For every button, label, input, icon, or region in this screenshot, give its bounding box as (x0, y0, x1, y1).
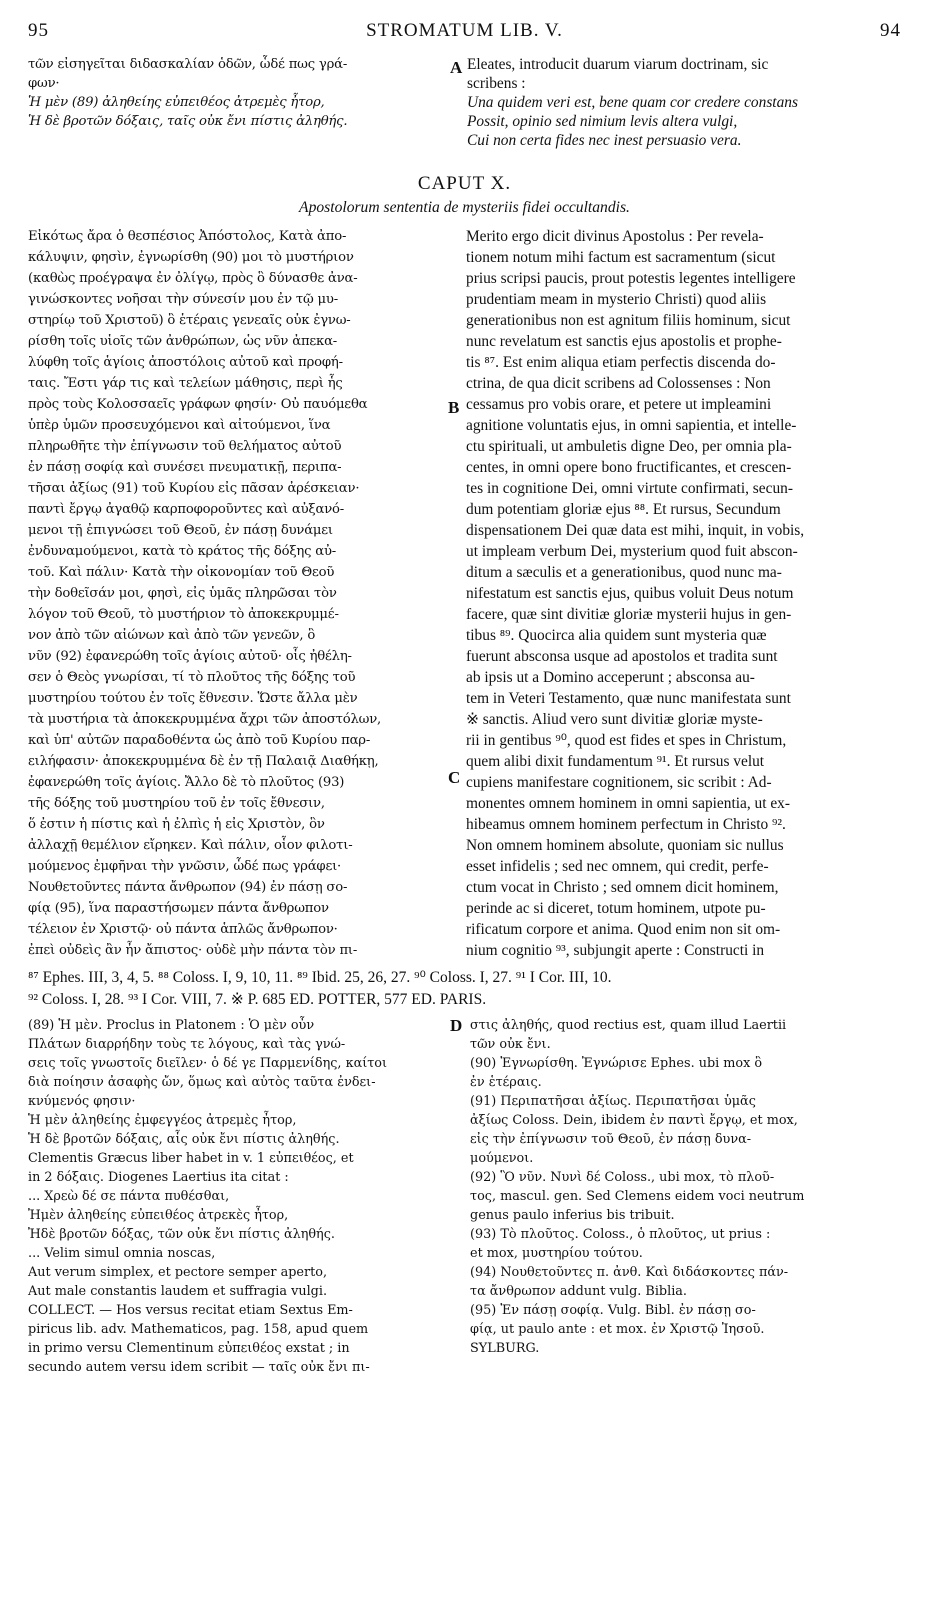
main-latin-column (466, 226, 906, 961)
chapter-title: CAPUT X. (417, 173, 512, 194)
note-line: Πλάτων διαρρήδην τοὺς τε λόγους, καὶ τὰς γνώ- (28, 1037, 346, 1052)
note-line: τος, mascul. gen. Sed Clemens eidem voci neutrum (470, 1189, 805, 1204)
top-greek (28, 55, 448, 131)
reference-line: ⁹² Coloss. I, 28. ⁹³ I Cor. VIII, 7. ※ P. 685 ED. POTTER, 577 ED. PARIS. (28, 991, 487, 1008)
greek-text-line: Νουθετοῦντες πάντα ἄνθρωπον (94) ἐν πάσῃ σο- (28, 880, 348, 895)
greek-text-line: φίᾳ (95), ἵνα παραστήσωμεν πάντα ἄνθρωπον (28, 901, 329, 916)
greek-text-line: τοῦ. Καὶ πάλιν· Κατὰ τὴν οἰκονομίαν τοῦ Θεοῦ (28, 565, 335, 580)
greek-text-line: τῶν εἰσηγεῖται διδασκαλίαν ὁδῶν, ὧδέ πως γρά- (28, 57, 348, 72)
latin-text-line: hibeamus omnem hominem perfectum in Christo ⁹². (466, 816, 786, 833)
latin-text-line: dispensationem Dei quæ data est mihi, inquit, in vobis, (466, 522, 805, 539)
note-line: στις ἀληθής, quod rectius est, quam illud Laertii (470, 1018, 787, 1033)
latin-text-line: Eleates, introducit duarum viarum doctrinam, sic (467, 56, 769, 73)
greek-text-line: γινώσκοντες νοῆσαι τὴν σύνεσίν μου ἐν τῷ μυ- (28, 292, 338, 307)
latin-text-line: tes in cognitione Dei, omni virtute confirmati, secun- (466, 480, 793, 497)
note-line: (91) Περιπατῆσαι ἀξίως. Περιπατῆσαι ὑμᾶς (470, 1094, 756, 1109)
greek-text-line: ὅ ἐστιν ἡ πίστις καὶ ἡ ἐλπὶς ἡ εἰς Χριστὸν, ὃν (28, 817, 325, 832)
latin-text-line: ※ sanctis. Aliud vero sunt divitiæ gloriæ myste- (466, 711, 763, 728)
note-line: COLLECT. — Hos versus recitat etiam Sextus Em- (28, 1303, 353, 1318)
note-line: in 2 δόξαις. Diogenes Laertius ita citat : (28, 1170, 289, 1185)
note-line: ἀξίως Coloss. Dein, ibidem ἐν παντὶ ἔργῳ, et mox, (470, 1113, 798, 1128)
margin-letter-b: B (448, 398, 460, 417)
note-line: (94) Νουθετοῦντες π. ἀνθ. Καὶ διδάσκοντες πάν- (470, 1265, 789, 1280)
note-line: τῶν οὐκ ἔνι. (470, 1037, 551, 1052)
greek-text-line: πρὸς τοὺς Κολοσσαεῖς γράφων φησίν· Οὐ παυόμεθα (28, 397, 368, 412)
greek-text-line: σεν ὁ Θεὸς γνωρίσαι, τί τὸ πλοῦτος τῆς δόξης τοῦ (28, 670, 356, 685)
latin-text-line: ut impleam verbum Dei, mysterium quod fuit abscon- (466, 543, 798, 560)
notes-left-column (28, 1016, 458, 1377)
latin-text-line: nifestatum est sanctis ejus, quibus voluit Deus notum (466, 585, 794, 602)
chapter-subtitle: Apostolorum sententia de mysteriis fidei occultandis. (299, 199, 630, 216)
note-line: Clementis Græcus liber habet in v. 1 εὐπειθέος, et (28, 1151, 354, 1166)
note-line: (92) Ὃ νῦν. Νυνὶ δέ Coloss., ubi mox, τὸ πλοῦ- (470, 1170, 775, 1185)
top-latin (467, 55, 907, 150)
greek-text-line: τῆς δόξης τοῦ μυστηρίου τοῦ ἐν τοῖς ἔθνεσιν, (28, 796, 325, 811)
note-line: genus paulo inferius bis tribuit. (470, 1208, 675, 1223)
greek-text-line: μούμενος ἐμφῆναι τὴν γνῶσιν, ὧδέ πως γράφει· (28, 859, 342, 874)
note-line: in primo versu Clementinum εὐπειθέος exstat ; in (28, 1341, 350, 1356)
notes-right-column (470, 1016, 906, 1358)
latin-verse-line: Cui non certa fides nec inest persuasio vera. (467, 132, 742, 149)
note-line: Ἡ μὲν ἀληθείης ἐμφεγγέος ἀτρεμὲς ἦτορ, (28, 1113, 297, 1128)
note-line: Ἠμὲν ἀληθείης εὐπειθέος ἀτρεκὲς ἦτορ, (28, 1208, 289, 1223)
greek-text-line: παντὶ ἔργῳ ἀγαθῷ καρποφοροῦντες καὶ αὐξανό- (28, 502, 345, 517)
greek-text-line: ταις. Ἔστι γάρ τις καὶ τελείων μάθησις, περὶ ἧς (28, 376, 343, 391)
latin-text-line: quem alibi dixit fundamentum ⁹¹. Et rursus velut (466, 753, 765, 770)
latin-text-line: ctum vocat in Christo ; sed omnem dicit hominem, (466, 879, 779, 896)
greek-text-line: ρίσθη τοῖς υἱοῖς τῶν ἀνθρώπων, ὡς νῦν ἀπεκα- (28, 334, 338, 349)
note-line: (95) Ἐν πάσῃ σοφίᾳ. Vulg. Bibl. ἐν πάσῃ σο- (470, 1303, 756, 1318)
latin-text-line: prudentiam meam in mysterio Christi) quod aliis (466, 291, 767, 308)
greek-verse-line: Ἡ δὲ βροτῶν δόξαις, ταῖς οὐκ ἔνι πίστις ἀληθής. (28, 114, 348, 129)
note-line: (90) Ἐγνωρίσθη. Ἐγνώρισε Ephes. ubi mox ὃ (470, 1056, 763, 1071)
note-line: (93) Τὸ πλοῦτος. Coloss., ὁ πλοῦτος, ut prius : (470, 1227, 771, 1242)
latin-text-line: rii in gentibus ⁹⁰, quod est fides et spes in Christum, (466, 732, 787, 749)
latin-text-line: ditum a sæculis et a generationibus, quod nunc ma- (466, 564, 782, 581)
greek-text-line: τῆσαι ἀξίως (91) τοῦ Κυρίου εἰς πᾶσαν ἀρέσκειαν· (28, 481, 360, 496)
right-page-number: 94 (880, 20, 901, 41)
latin-text-line: generationibus non est agnitum filiis hominum, sicut (466, 312, 791, 329)
note-line: ... Χρεὼ δέ σε πάντα πυθέσθαι, (28, 1189, 230, 1204)
greek-text-line: ἐν πάσῃ σοφίᾳ καὶ συνέσει πνευματικῇ, περιπα- (28, 460, 342, 475)
greek-text-line: στηρίῳ τοῦ Χριστοῦ) ὃ ἑτέραις γενεαῖς οὐκ ἐγνω- (28, 313, 351, 328)
page-header (28, 18, 901, 48)
greek-text-line: ειλήφασιν· ἀποκεκρυμμένα δὲ ἐν τῇ Παλαιᾷ Διαθήκῃ, (28, 754, 379, 769)
note-line: Aut male constantis laudem et suffragia vulgi. (28, 1284, 328, 1299)
note-line: εἰς τὴν ἐπίγνωσιν τοῦ Θεοῦ, ἐν πάσῃ δυνα- (470, 1132, 752, 1147)
margin-letter-c: C (448, 768, 461, 787)
note-line: Ἠδὲ βροτῶν δόξας, τῶν οὐκ ἔνι πίστις ἀληθής. (28, 1227, 335, 1242)
latin-text-line: agnitione voluntatis ejus, in omni sapientia, et intelle- (466, 417, 797, 434)
greek-text-line: τὰ μυστήρια τὰ ἀποκεκρυμμένα ἄχρι τῶν ἀποστόλων, (28, 712, 382, 727)
main-greek-column (28, 226, 456, 961)
latin-text-line: nunc revelatum est sanctis ejus apostolis et prophe- (466, 333, 782, 350)
greek-text-line: φων· (28, 76, 60, 91)
greek-text-line: τὴν δοθεῖσάν μοι, φησὶ, εἰς ὑμᾶς πληρῶσαι τὸν (28, 586, 337, 601)
latin-verse-line: Possit, opinio sed nimium levis altera vulgi, (467, 113, 738, 130)
note-line: φίᾳ, ut paulo ante : et mox. ἐν Χριστῷ Ἰησοῦ. (470, 1322, 765, 1337)
scripture-references (28, 967, 901, 1011)
greek-text-line: λύφθη τοῖς ἁγίοις ἀποστόλοις αὐτοῦ καὶ προφή- (28, 355, 343, 370)
left-page-number: 95 (28, 20, 49, 41)
greek-text-line: ἐφανερώθη τοῖς ἁγίοις. Ἄλλο δὲ τὸ πλοῦτος (93) (28, 775, 345, 790)
note-line: μούμενοι. (470, 1151, 534, 1166)
latin-text-line: nium cognitio ⁹³, subjungit aperte : Constructi in (466, 942, 765, 959)
note-line: SYLBURG. (470, 1341, 540, 1356)
greek-text-line: μενοι τῇ ἐπιγνώσει τοῦ Θεοῦ, ἐν πάσῃ δυνάμει (28, 523, 333, 538)
note-line: ἐν ἑτέραις. (470, 1075, 542, 1090)
note-line: κνύμενός φησιν· (28, 1094, 136, 1109)
note-line: ... Velim simul omnia noscas, (28, 1246, 216, 1261)
greek-text-line: ἀλλαχῇ θεμέλιον εἴρηκεν. Καὶ πάλιν, οἷον φιλοτι- (28, 838, 353, 853)
greek-text-line: λόγον τοῦ Θεοῦ, τὸ μυστήριον τὸ ἀποκεκρυμμέ- (28, 607, 339, 622)
greek-text-line: Εἰκότως ἄρα ὁ θεσπέσιος Ἀπόστολος, Κατὰ ἀπο- (28, 229, 347, 244)
note-line: σεις τοῖς γνωστοῖς διεῖλεν· ὁ δέ γε Παρμενίδης, καίτοι (28, 1056, 388, 1071)
running-title: STROMATUM LIB. V. (366, 20, 563, 41)
greek-text-line: ἐπεὶ οὐδεὶς ἂν ἦν ἄπιστος· οὐδὲ μὴν πάντα τὸν πι- (28, 943, 358, 958)
greek-text-line: ὑπὲρ ὑμῶν προσευχόμενοι καὶ αἰτούμενοι, ἵνα (28, 418, 331, 433)
latin-text-line: Non omnem hominem absolute, quoniam sic nullus (466, 837, 784, 854)
note-line: (89) Ἡ μὲν. Proclus in Platonem : Ὁ μὲν οὖν (28, 1018, 315, 1033)
latin-text-line: scribens : (467, 75, 526, 92)
note-line: et mox, μυστηρίου τούτου. (470, 1246, 643, 1261)
note-line: piricus lib. adv. Mathematicos, pag. 158, apud quem (28, 1322, 369, 1337)
note-line: Aut verum simplex, et pectore semper aperto, (28, 1265, 328, 1280)
reference-line: ⁸⁷ Ephes. III, 3, 4, 5. ⁸⁸ Coloss. I, 9, 10, 11. ⁸⁹ Ibid. 25, 26, 27. ⁹⁰ Coloss. I, 27. ⁹¹ I Cor. III, 10. (28, 969, 612, 986)
margin-letter-d: D (450, 1016, 463, 1035)
greek-text-line: καὶ ὑπ' αὐτῶν παραδοθέντα ὡς ἀπὸ τοῦ Κυρίου παρ- (28, 733, 371, 748)
latin-text-line: tem in Veteri Testamento, quæ nunc manifestata sunt (466, 690, 791, 707)
margin-letter-a: A (450, 58, 463, 77)
latin-text-line: cessamus pro vobis orare, et petere ut impleamini (466, 396, 772, 413)
greek-text-line: νῦν (92) ἐφανερώθη τοῖς ἁγίοις αὐτοῦ· οἷς ἠθέλη- (28, 649, 352, 664)
greek-verse-line: Ἡ μὲν (89) ἀληθείης εὐπειθέος ἀτρεμὲς ἦτορ, (28, 95, 325, 110)
latin-text-line: tionem notum mihi factum est sacramentum (sicut (466, 249, 776, 266)
latin-text-line: monentes omnem hominem in omni sapientia, ut ex- (466, 795, 790, 812)
latin-text-line: perinde ac si diceret, totum hominem, utpote pu- (466, 900, 766, 917)
note-line: διὰ ποίησιν ἀσαφὴς ὤν, ὅμως καὶ αὐτὸς ταῦτα ἐνδει- (28, 1075, 376, 1090)
latin-text-line: prius scripsi paucis, prout potestis legentes intelligere (466, 270, 796, 287)
latin-text-line: centes, in omni opere bono fructificantes, et crescen- (466, 459, 792, 476)
latin-text-line: tis ⁸⁷. Est enim aliqua etiam perfectis discenda do- (466, 354, 776, 371)
latin-text-line: Merito ergo dicit divinus Apostolus : Per revela- (466, 228, 764, 245)
latin-text-line: cupiens manifestare cognitionem, sic scribit : Ad- (466, 774, 772, 791)
latin-text-line: esset infidelis ; sed nec omnem, qui credit, perfe- (466, 858, 769, 875)
latin-text-line: tibus ⁸⁹. Quocirca alia quidem sunt mysteria quæ (466, 627, 767, 644)
greek-text-line: ἐνδυναμούμενοι, κατὰ τὸ κράτος τῆς δόξης αὐ- (28, 544, 337, 559)
latin-text-line: fuerunt absconsa usque ad apostolos et tradita sunt (466, 648, 778, 665)
latin-text-line: ctu spirituali, ut ambuletis digne Deo, per omnia pla- (466, 438, 792, 455)
note-line: Ἡ δὲ βροτῶν δόξαις, αἷς οὐκ ἔνι πίστις ἀληθής. (28, 1132, 340, 1147)
latin-text-line: dum potentiam gloriæ ejus ⁸⁸. Et rursus, Secundum (466, 501, 781, 518)
latin-verse-line: Una quidem veri est, bene quam cor credere constans (467, 94, 798, 111)
latin-text-line: facere, quæ sint divitiæ gloriæ mysterii hujus in gen- (466, 606, 792, 623)
latin-text-line: ctrina, de qua dicit scribens ad Colossenses : Non (466, 375, 771, 392)
greek-text-line: μυστηρίου τούτου ἐν τοῖς ἔθνεσιν. Ὥστε ἄλλα μὲν (28, 691, 358, 706)
note-line: τα ἄνθρωπον addunt vulg. Biblia. (470, 1284, 688, 1299)
greek-text-line: κάλυψιν, φησὶν, ἐγνωρίσθη (90) μοι τὸ μυστήριον (28, 250, 354, 265)
latin-text-line: ab ipsis ut a Domino acceperunt ; absconsa au- (466, 669, 755, 686)
greek-text-line: πληρωθῆτε τὴν ἐπίγνωσιν τοῦ θελήματος αὐτοῦ (28, 439, 342, 454)
note-line: secundo autem versu idem scribit — ταῖς οὐκ ἔνι πι- (28, 1360, 370, 1375)
greek-text-line: (καθὼς προέγραψα ἐν ὀλίγῳ, πρὸς ὃ δύνασθε ἀνα- (28, 271, 358, 286)
greek-text-line: νον ἀπὸ τῶν αἰώνων καὶ ἀπὸ τῶν γενεῶν, ὃ (28, 628, 316, 643)
latin-text-line: rificatum corpore et anima. Quod enim non sit om- (466, 921, 781, 938)
greek-text-line: τέλειον ἐν Χριστῷ· οὐ πάντα ἁπλῶς ἄνθρωπον· (28, 922, 338, 937)
